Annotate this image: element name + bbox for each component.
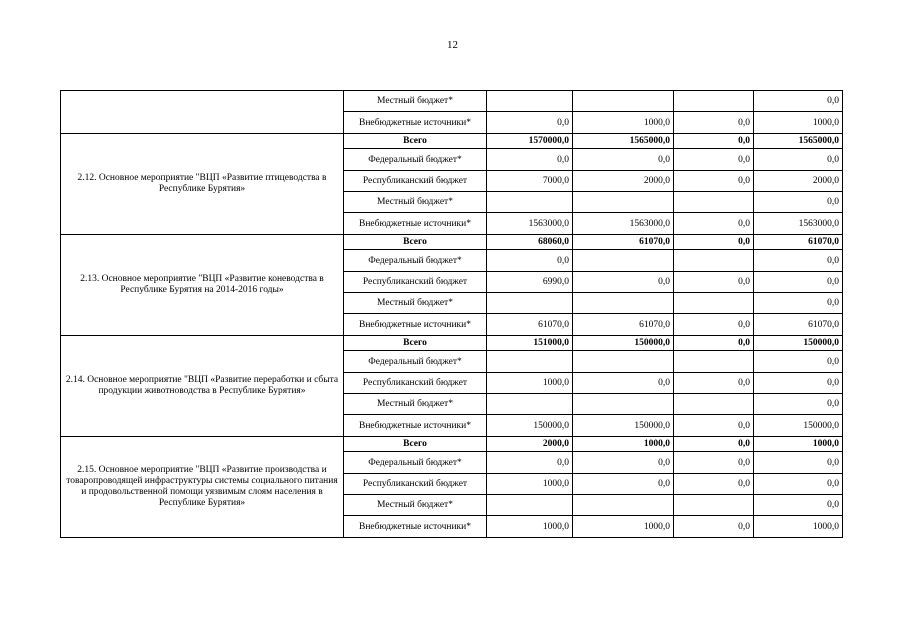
funding-source: Внебюджетные источники* (344, 314, 487, 336)
funding-source: Федеральный бюджет* (344, 452, 487, 474)
value-col-1: 68060,0 (487, 235, 573, 250)
value-col-1: 61070,0 (487, 314, 573, 336)
total-label: Всего (344, 336, 487, 351)
value-col-4: 0,0 (754, 495, 843, 516)
value-col-1: 7000,0 (487, 171, 573, 192)
total-row (61, 437, 843, 452)
value-col-3: 0,0 (674, 235, 754, 250)
value-col-2: 1565000,0 (573, 134, 674, 149)
value-col-2: 0,0 (573, 149, 674, 171)
table-row (61, 91, 843, 112)
budget-table (60, 90, 843, 538)
value-col-3 (674, 351, 754, 373)
value-col-2 (573, 293, 674, 314)
total-label: Всего (344, 235, 487, 250)
measure-title: 2.13. Основное мероприятие "ВЦП «Развитие коневодства в Республике Бурятия на 2014-2016 годы» (61, 235, 344, 336)
value-col-3: 0,0 (674, 213, 754, 235)
value-col-4: 0,0 (754, 474, 843, 495)
funding-source: Местный бюджет* (344, 192, 487, 213)
value-col-1: 0,0 (487, 112, 573, 134)
value-col-3: 0,0 (674, 373, 754, 394)
value-col-3 (674, 192, 754, 213)
funding-source: Республиканский бюджет (344, 474, 487, 495)
value-col-1: 1000,0 (487, 373, 573, 394)
funding-source: Федеральный бюджет* (344, 351, 487, 373)
value-col-2 (573, 495, 674, 516)
value-col-2: 2000,0 (573, 171, 674, 192)
value-col-3 (674, 495, 754, 516)
value-col-2: 61070,0 (573, 235, 674, 250)
value-col-4: 1565000,0 (754, 134, 843, 149)
value-col-2: 150000,0 (573, 336, 674, 351)
total-row (61, 235, 843, 250)
total-label: Всего (344, 134, 487, 149)
funding-source: Внебюджетные источники* (344, 516, 487, 538)
value-col-2 (573, 394, 674, 415)
value-col-4: 61070,0 (754, 314, 843, 336)
value-col-4: 0,0 (754, 272, 843, 293)
value-col-4: 1563000,0 (754, 213, 843, 235)
funding-source: Местный бюджет* (344, 495, 487, 516)
value-col-1: 1000,0 (487, 474, 573, 495)
funding-source: Внебюджетные источники* (344, 213, 487, 235)
funding-source: Федеральный бюджет* (344, 149, 487, 171)
funding-source: Внебюджетные источники* (344, 112, 487, 134)
value-col-3: 0,0 (674, 272, 754, 293)
value-col-1: 0,0 (487, 250, 573, 272)
value-col-1: 2000,0 (487, 437, 573, 452)
value-col-4: 0,0 (754, 452, 843, 474)
value-col-3 (674, 293, 754, 314)
value-col-2: 1000,0 (573, 437, 674, 452)
value-col-4: 1000,0 (754, 516, 843, 538)
value-col-4: 61070,0 (754, 235, 843, 250)
value-col-3: 0,0 (674, 336, 754, 351)
value-col-4: 0,0 (754, 373, 843, 394)
value-col-2: 1000,0 (573, 112, 674, 134)
value-col-1: 0,0 (487, 452, 573, 474)
value-col-3 (674, 250, 754, 272)
value-col-2: 150000,0 (573, 415, 674, 437)
value-col-3: 0,0 (674, 415, 754, 437)
value-col-3: 0,0 (674, 474, 754, 495)
value-col-3: 0,0 (674, 134, 754, 149)
value-col-2 (573, 250, 674, 272)
value-col-1 (487, 495, 573, 516)
value-col-1 (487, 394, 573, 415)
total-row (61, 134, 843, 149)
measure-title: 2.15. Основное мероприятие "ВЦП «Развитие производства и товаропроводящей инфраструктуры системы социального питания и продовольственной помощи уязвимым слоям населения в Республике Бурятия» (61, 437, 344, 538)
value-col-3: 0,0 (674, 149, 754, 171)
measure-title: 2.14. Основное мероприятие "ВЦП «Развитие переработки и сбыта продукции животноводства в Республике Бурятия» (61, 336, 344, 437)
value-col-2: 0,0 (573, 373, 674, 394)
value-col-1: 1000,0 (487, 516, 573, 538)
funding-source: Местный бюджет* (344, 91, 487, 112)
total-label: Всего (344, 437, 487, 452)
funding-source: Местный бюджет* (344, 293, 487, 314)
value-col-3 (674, 394, 754, 415)
value-col-1: 0,0 (487, 149, 573, 171)
value-col-2: 1563000,0 (573, 213, 674, 235)
value-col-4: 1000,0 (754, 437, 843, 452)
value-col-4: 0,0 (754, 293, 843, 314)
value-col-4: 0,0 (754, 250, 843, 272)
value-col-1: 151000,0 (487, 336, 573, 351)
value-col-4: 0,0 (754, 394, 843, 415)
value-col-4: 150000,0 (754, 415, 843, 437)
value-col-4: 1000,0 (754, 112, 843, 134)
value-col-1 (487, 293, 573, 314)
value-col-3: 0,0 (674, 314, 754, 336)
value-col-4: 150000,0 (754, 336, 843, 351)
funding-source: Местный бюджет* (344, 394, 487, 415)
total-row (61, 336, 843, 351)
value-col-2 (573, 91, 674, 112)
funding-source: Республиканский бюджет (344, 373, 487, 394)
value-col-2: 0,0 (573, 452, 674, 474)
value-col-3: 0,0 (674, 452, 754, 474)
funding-source: Республиканский бюджет (344, 272, 487, 293)
measure-title (61, 91, 344, 134)
value-col-3: 0,0 (674, 171, 754, 192)
value-col-3: 0,0 (674, 516, 754, 538)
value-col-3 (674, 91, 754, 112)
value-col-2 (573, 192, 674, 213)
value-col-4: 2000,0 (754, 171, 843, 192)
funding-source: Внебюджетные источники* (344, 415, 487, 437)
value-col-2: 0,0 (573, 272, 674, 293)
value-col-1: 1563000,0 (487, 213, 573, 235)
value-col-1 (487, 192, 573, 213)
value-col-1: 150000,0 (487, 415, 573, 437)
measure-title: 2.12. Основное мероприятие "ВЦП «Развитие птицеводства в Республике Бурятия» (61, 134, 344, 235)
value-col-2 (573, 351, 674, 373)
value-col-1: 6990,0 (487, 272, 573, 293)
value-col-4: 0,0 (754, 91, 843, 112)
value-col-2: 0,0 (573, 474, 674, 495)
value-col-4: 0,0 (754, 351, 843, 373)
value-col-2: 61070,0 (573, 314, 674, 336)
value-col-1 (487, 351, 573, 373)
value-col-1 (487, 91, 573, 112)
value-col-3: 0,0 (674, 112, 754, 134)
value-col-3: 0,0 (674, 437, 754, 452)
funding-source: Федеральный бюджет* (344, 250, 487, 272)
page-number: 12 (447, 39, 458, 51)
value-col-1: 1570000,0 (487, 134, 573, 149)
funding-source: Республиканский бюджет (344, 171, 487, 192)
value-col-2: 1000,0 (573, 516, 674, 538)
value-col-4: 0,0 (754, 192, 843, 213)
value-col-4: 0,0 (754, 149, 843, 171)
